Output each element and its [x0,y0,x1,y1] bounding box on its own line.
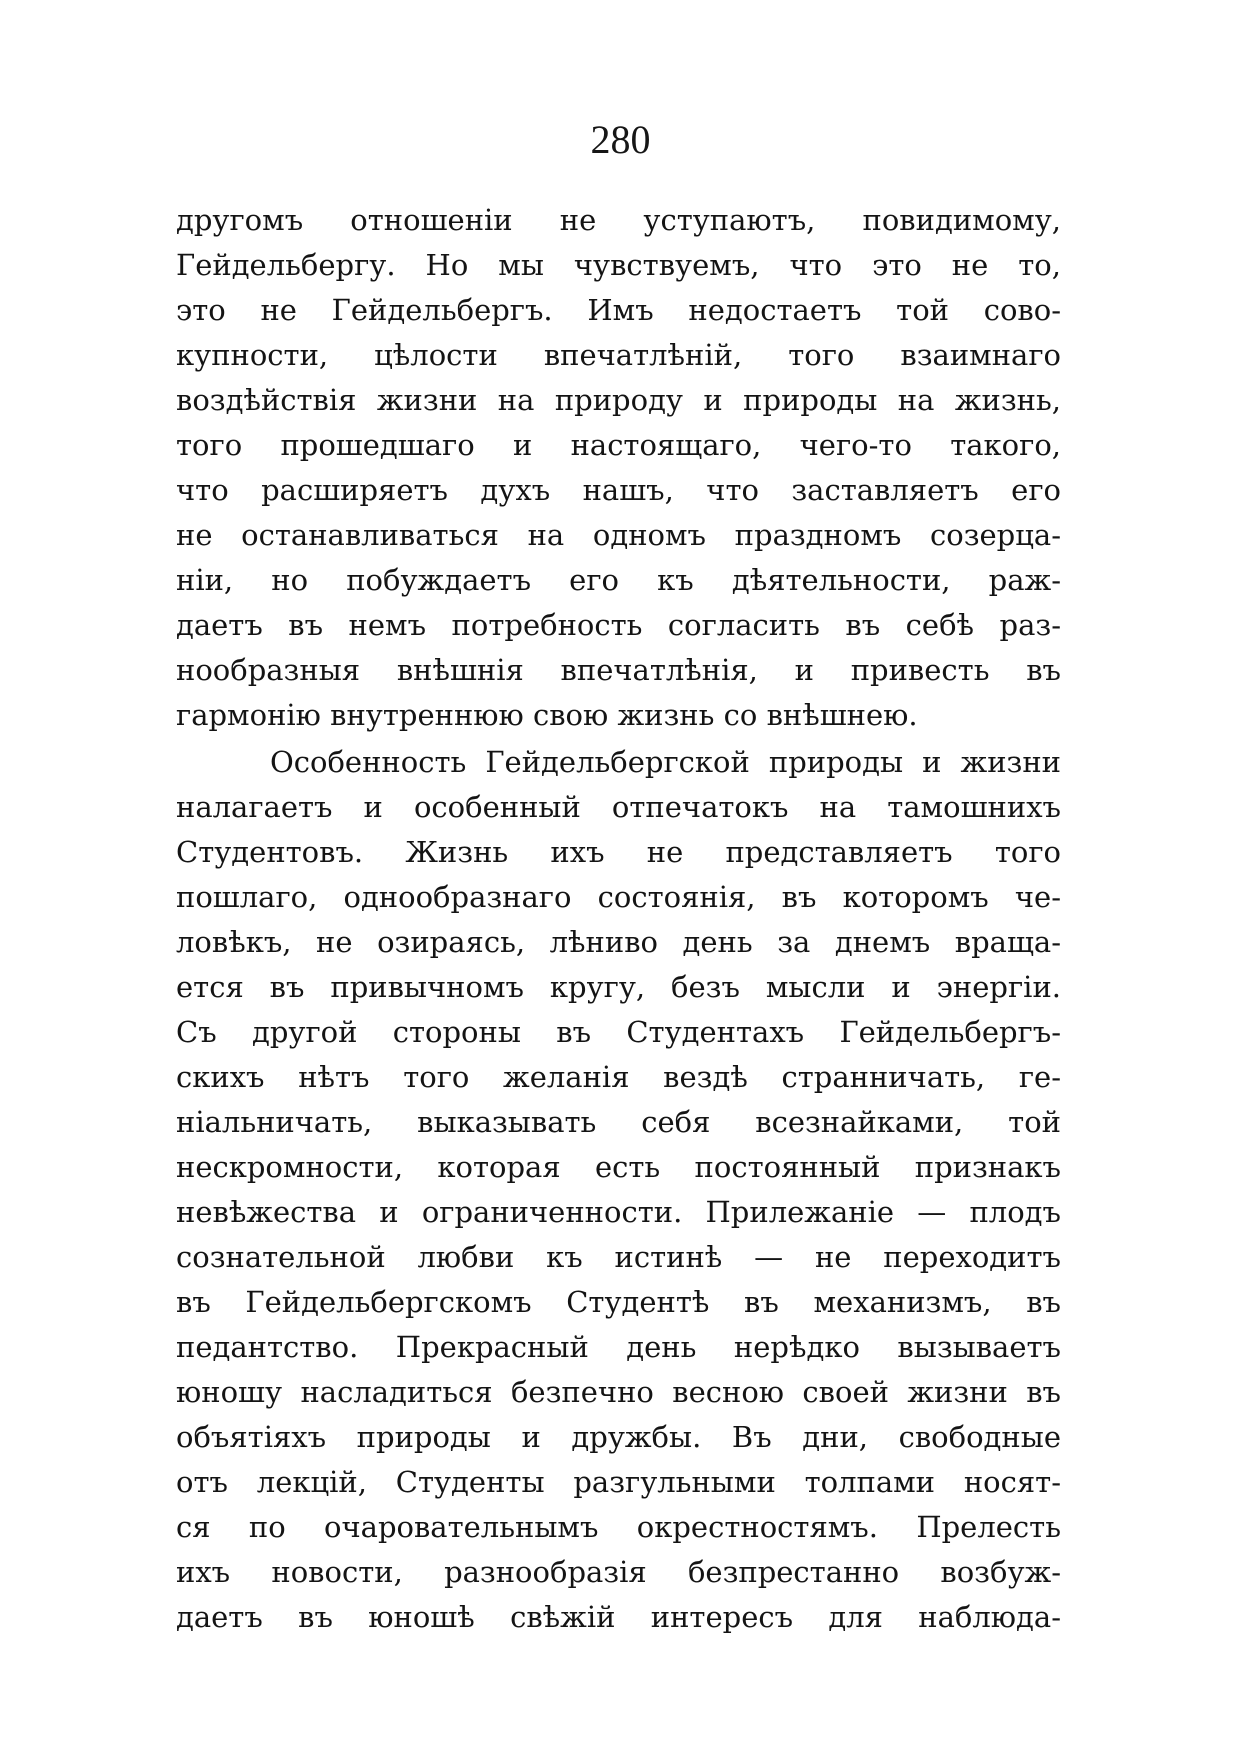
text-line: другомъ отношеніи не уступаютъ, повидимому, [176,203,1061,237]
text-line: это не Гейдельбергъ. Имъ недостаетъ той сово- [176,293,1061,327]
text-line: Съ другой стороны въ Студентахъ Гейдельбергъ- [176,1015,1061,1049]
text-line: въ Гейдельбергскомъ Студентѣ въ механизмъ, въ [176,1285,1061,1319]
text-line: Особенность Гейдельбергской природы и жизни [270,745,1061,779]
text-line: ніи, но побуждаетъ его къ дѣятельности, раж- [176,563,1061,597]
text-line: налагаетъ и особенный отпечатокъ на тамошнихъ [176,790,1061,824]
paragraph [176,198,1061,738]
text-line: ся по очаровательнымъ окрестностямъ. Прелесть [176,1510,1061,1544]
text-line: того прошедшаго и настоящаго, чего-то такого, [176,428,1061,462]
text-line: даетъ въ юношѣ свѣжій интересъ для наблюда- [176,1600,1061,1634]
paragraph [176,740,1061,1640]
text-line: скихъ нѣтъ того желанія вездѣ странничать, ге- [176,1060,1061,1094]
text-line: ется въ привычномъ кругу, безъ мысли и энергіи. [176,970,1061,1004]
text-line: Студентовъ. Жизнь ихъ не представляетъ того [176,835,1061,869]
page-number: 280 [590,117,651,162]
text-line: что расширяетъ духъ нашъ, что заставляетъ его [176,473,1061,507]
text-line: купности, цѣлости впечатлѣній, того взаимнаго [176,338,1061,372]
text-line: нообразныя внѣшнія впечатлѣнія, и привесть въ [176,653,1061,687]
text-line: ихъ новости, разнообразія безпрестанно возбуж- [176,1555,1061,1589]
text-line: объятіяхъ природы и дружбы. Въ дни, свободные [176,1420,1061,1454]
text-line: не останавливаться на одномъ праздномъ созерца- [176,518,1061,552]
text-line: ніальничать, выказывать себя всезнайками, той [176,1105,1061,1139]
text-line: педантство. Прекрасный день нерѣдко вызываетъ [176,1330,1061,1364]
text-line: пошлаго, однообразнаго состоянія, въ которомъ че- [176,880,1061,914]
text-line: ловѣкъ, не озираясь, лѣниво день за днемъ враща- [176,925,1061,959]
text-line: отъ лекцій, Студенты разгульными толпами носят- [176,1465,1061,1499]
text-line: даетъ въ немъ потребность согласить въ себѣ раз- [176,608,1061,642]
text-line: гармонію внутреннюю свою жизнь со внѣшнею. [176,698,918,732]
text-line: нескромности, которая есть постоянный признакъ [176,1150,1061,1184]
body-text [176,198,1061,1640]
text-line: невѣжества и ограниченности. Прилежаніе — плодъ [176,1195,1061,1229]
text-line: юношу насладиться безпечно весною своей жизни въ [176,1375,1061,1409]
text-line: Гейдельбергу. Но мы чувствуемъ, что это не то, [176,248,1061,282]
text-line: воздѣйствія жизни на природу и природы на жизнь, [176,383,1061,417]
text-line: сознательной любви къ истинѣ — не переходитъ [176,1240,1061,1274]
